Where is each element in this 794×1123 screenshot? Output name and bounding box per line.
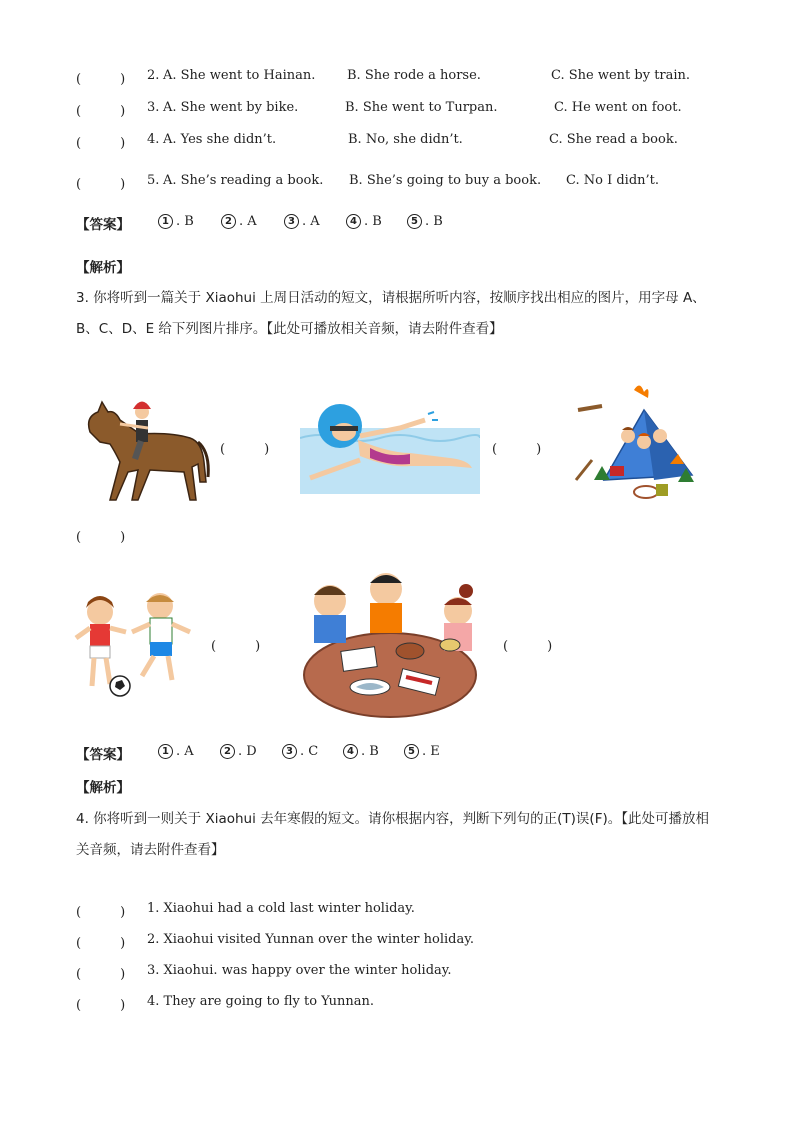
circled-number: 1 <box>158 744 173 759</box>
answer-list <box>0 214 794 232</box>
answer-value: . E <box>422 744 440 759</box>
option-c: C. She went by train. <box>551 68 691 83</box>
analysis-label: 【解析】 <box>76 260 130 276</box>
picture-5-blank[interactable]: ( ) <box>503 639 553 654</box>
picture-3-blank[interactable]: ( ) <box>76 530 126 545</box>
circled-number: 3 <box>282 744 297 759</box>
item-number: 3. <box>147 100 160 115</box>
family-dinner-image <box>300 565 480 720</box>
answer-blank[interactable]: ( ) <box>76 104 126 119</box>
answer-blank[interactable]: ( ) <box>76 72 126 87</box>
option-c: C. He went on foot. <box>554 100 682 115</box>
answer-blank[interactable]: ( ) <box>76 998 126 1013</box>
picture-4-blank[interactable]: ( ) <box>211 639 261 654</box>
choice-row-5 <box>0 173 794 191</box>
answer-item <box>343 744 379 759</box>
answer-value: . A <box>302 214 320 229</box>
answer-blank[interactable]: ( ) <box>76 936 126 951</box>
choice-row-2 <box>0 68 794 86</box>
answer-label: 【答案】 <box>76 747 130 763</box>
answer-list <box>0 744 794 762</box>
question-3-line-1: 3. 你将听到一篇关于 Xiaohui 上周日活动的短文，请根据所听内容，按顺序找出相应的图片，用字母 A、 <box>76 290 706 306</box>
circled-number: 3 <box>284 214 299 229</box>
item-number: 2. <box>147 68 160 83</box>
answer-value: . A <box>239 214 257 229</box>
answer-value: . B <box>364 214 382 229</box>
answer-item <box>284 214 320 229</box>
answer-item <box>158 214 194 229</box>
answer-item <box>346 214 382 229</box>
option-b: B. She rode a horse. <box>347 68 481 83</box>
judgement-row <box>0 932 794 950</box>
picture-2-blank[interactable]: ( ) <box>492 442 542 457</box>
answer-item <box>220 744 257 759</box>
option-c: C. She read a book. <box>549 132 678 147</box>
answer-value: . B <box>425 214 443 229</box>
item-number: 4. <box>147 132 160 147</box>
picture-1-blank[interactable]: ( ) <box>220 442 270 457</box>
answer-blank[interactable]: ( ) <box>76 967 126 982</box>
answer-item <box>407 214 443 229</box>
answer-item <box>158 744 194 759</box>
circled-number: 4 <box>346 214 361 229</box>
answer-blank[interactable]: ( ) <box>76 136 126 151</box>
swimming-image <box>300 398 480 494</box>
judgement-row <box>0 994 794 1012</box>
item-number: 5. <box>147 173 160 188</box>
horse-riding-image <box>80 372 210 512</box>
option-b: B. No, she didn’t. <box>348 132 463 147</box>
answer-label: 【答案】 <box>76 217 130 233</box>
option-b: B. She’s going to buy a book. <box>349 173 542 188</box>
choice-row-4 <box>0 132 794 150</box>
circled-number: 2 <box>221 214 236 229</box>
answer-value: . B <box>361 744 379 759</box>
question-4-line-2: 关音频，请去附件查看】 <box>76 842 225 858</box>
circled-number: 4 <box>343 744 358 759</box>
option-a: A. Yes she didn’t. <box>163 132 277 147</box>
circled-number: 5 <box>404 744 419 759</box>
judgement-row <box>0 901 794 919</box>
option-b: B. She went to Turpan. <box>345 100 498 115</box>
answer-item <box>282 744 318 759</box>
judgement-row <box>0 963 794 981</box>
option-c: C. No I didn’t. <box>566 173 660 188</box>
question-4-line-1: 4. 你将听到一则关于 Xiaohui 去年寒假的短文。请你根据内容，判断下列句的正(T)误(F)。【此处可播放相 <box>76 811 709 827</box>
statement-text: 3. Xiaohui. was happy over the winter holiday. <box>147 963 452 978</box>
statement-text: 1. Xiaohui had a cold last winter holiday. <box>147 901 415 916</box>
option-a: A. She went by bike. <box>163 100 299 115</box>
circled-number: 1 <box>158 214 173 229</box>
circled-number: 2 <box>220 744 235 759</box>
answer-value: . D <box>238 744 257 759</box>
answer-blank[interactable]: ( ) <box>76 905 126 920</box>
answer-value: . C <box>300 744 319 759</box>
answer-value: . B <box>176 214 194 229</box>
camping-image <box>574 380 702 504</box>
question-3-line-2: B、C、D、E 给下列图片排序。【此处可播放相关音频，请去附件查看】 <box>76 321 503 337</box>
option-a: A. She went to Hainan. <box>163 68 316 83</box>
analysis-label: 【解析】 <box>76 780 130 796</box>
statement-text: 4. They are going to fly to Yunnan. <box>147 994 375 1009</box>
playing-football-image <box>72 588 202 698</box>
option-a: A. She’s reading a book. <box>163 173 324 188</box>
answer-value: . A <box>176 744 194 759</box>
circled-number: 5 <box>407 214 422 229</box>
choice-row-3 <box>0 100 794 118</box>
answer-item <box>404 744 440 759</box>
answer-blank[interactable]: ( ) <box>76 177 126 192</box>
statement-text: 2. Xiaohui visited Yunnan over the winter holiday. <box>147 932 474 947</box>
answer-item <box>221 214 257 229</box>
